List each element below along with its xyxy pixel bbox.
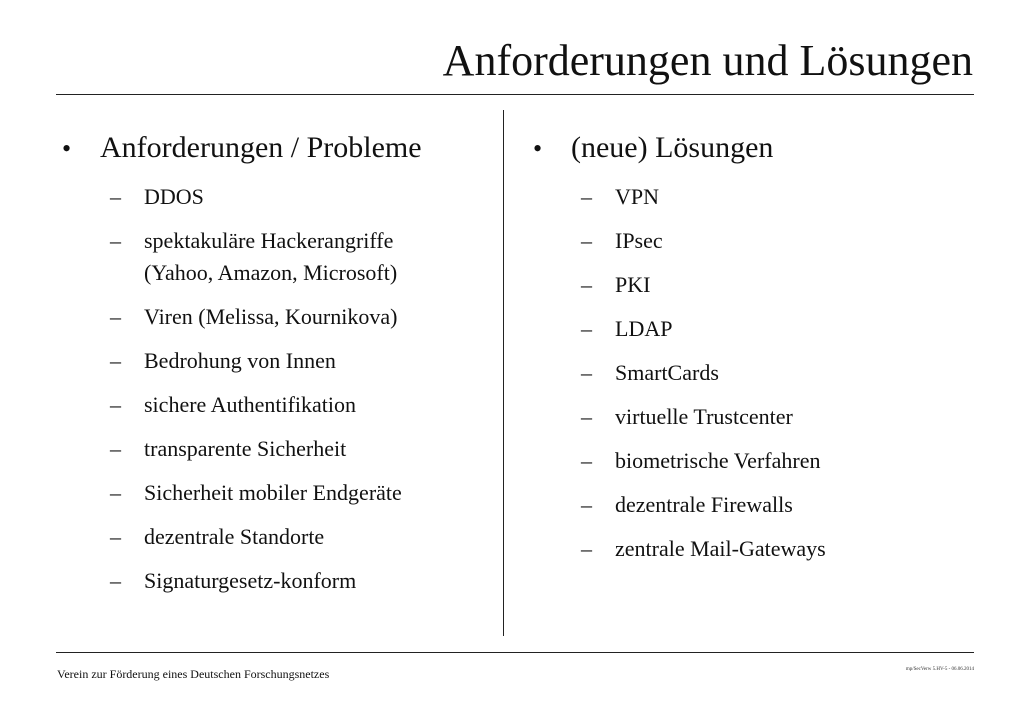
list-item [62, 225, 492, 289]
dash-icon: – [581, 360, 592, 385]
list-item-text: dezentrale Firewalls [615, 492, 793, 517]
dash-icon: – [110, 392, 121, 417]
dash-icon: – [581, 228, 592, 253]
list-item [62, 565, 492, 597]
dash-icon: – [110, 184, 121, 209]
title-rule [56, 94, 974, 95]
list-item [533, 269, 963, 301]
list-item [533, 181, 963, 213]
list-item [62, 301, 492, 333]
list-item [533, 313, 963, 345]
solutions-column [533, 128, 963, 577]
solutions-heading-text: (neue) Lösungen [571, 131, 774, 164]
list-item-text: spektakuläre Hackerangriffe (Yahoo, Amazon, Microsoft) [144, 228, 398, 285]
requirements-heading-text: Anforderungen / Probleme [100, 131, 422, 164]
list-item-text: sichere Authentifikation [144, 392, 356, 417]
dash-icon: – [581, 536, 592, 561]
list-item [62, 389, 492, 421]
list-item-text: Sicherheit mobiler Endgeräte [144, 480, 402, 505]
list-item [533, 357, 963, 389]
solutions-list [533, 181, 963, 565]
dash-icon: – [581, 272, 592, 297]
dash-icon: – [110, 524, 121, 549]
bullet-icon: • [62, 134, 72, 163]
list-item-text: Bedrohung von Innen [144, 348, 336, 373]
list-item [533, 489, 963, 521]
solutions-heading [533, 128, 963, 169]
column-divider [503, 110, 504, 636]
list-item [533, 533, 963, 565]
list-item-text: transparente Sicherheit [144, 436, 347, 461]
requirements-column [62, 128, 492, 609]
list-item-text: SmartCards [615, 360, 719, 385]
dash-icon: – [110, 568, 121, 593]
list-item-text: zentrale Mail-Gateways [615, 536, 826, 561]
requirements-heading [62, 128, 492, 169]
list-item-text: Viren (Melissa, Kournikova) [144, 304, 398, 329]
list-item-text: LDAP [615, 316, 673, 341]
dash-icon: – [581, 448, 592, 473]
footer-reference: mp/SecVerw 5.HV-5 - 06.06.2014 [905, 667, 974, 672]
list-item-text: IPsec [615, 228, 663, 253]
dash-icon: – [110, 304, 121, 329]
dash-icon: – [581, 404, 592, 429]
list-item [62, 181, 492, 213]
list-item [62, 433, 492, 465]
bullet-icon: • [533, 134, 543, 163]
dash-icon: – [581, 492, 592, 517]
footer-rule [56, 652, 974, 653]
dash-icon: – [581, 184, 592, 209]
footer-organization: Verein zur Förderung eines Deutschen Forschungsnetzes [57, 667, 330, 681]
list-item [533, 401, 963, 433]
requirements-list [62, 181, 492, 597]
list-item-text: VPN [615, 184, 660, 209]
list-item-text: dezentrale Standorte [144, 524, 325, 549]
list-item [62, 521, 492, 553]
dash-icon: – [581, 316, 592, 341]
list-item [62, 477, 492, 509]
dash-icon: – [110, 480, 121, 505]
list-item [533, 225, 963, 257]
slide-title: Anforderungen und Lösungen [442, 36, 973, 85]
list-item-text: biometrische Verfahren [615, 448, 821, 473]
list-item-text: DDOS [144, 184, 204, 209]
list-item-text: PKI [615, 272, 651, 297]
list-item [533, 445, 963, 477]
dash-icon: – [110, 228, 121, 253]
dash-icon: – [110, 436, 121, 461]
list-item-text: Signaturgesetz-konform [144, 568, 357, 593]
dash-icon: – [110, 348, 121, 373]
list-item-text: virtuelle Trustcenter [615, 404, 793, 429]
list-item [62, 345, 492, 377]
